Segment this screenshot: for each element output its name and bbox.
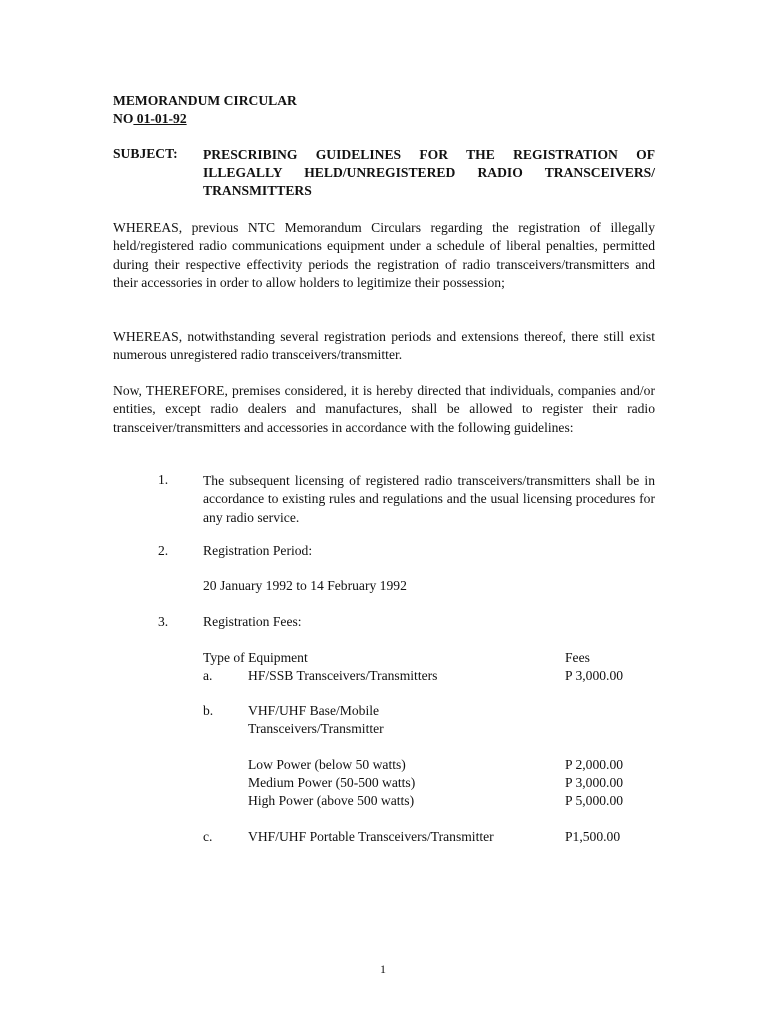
fees-column-header-fees: Fees bbox=[565, 650, 590, 665]
fees-row-c-letter: c. bbox=[203, 829, 213, 844]
fees-row-b-low-power-label: Low Power (below 50 watts) bbox=[248, 757, 406, 772]
memo-title: MEMORANDUM CIRCULAR bbox=[113, 93, 297, 108]
subject-line-2: ILLEGALLY HELD/UNREGISTERED RADIO TRANSCEIVERS/ bbox=[203, 165, 655, 180]
fees-row-a-letter: a. bbox=[203, 668, 213, 683]
fees-row-b-low-power-fee: P 2,000.00 bbox=[565, 757, 624, 772]
whereas-paragraph-1: WHEREAS, previous NTC Memorandum Circulars regarding the registration of illegally held/registered radio communications equipment under a schedule of liberal penalties, permitted during their respective effectivity periods the registration of radio transceivers/transmitters and their accessories in order to allow holders to legitimize their possession; bbox=[113, 220, 655, 290]
whereas-paragraph-2: WHEREAS, notwithstanding several registration periods and extensions thereof, there still exist numerous unregistered radio transceivers/transmitter. bbox=[113, 329, 655, 363]
fees-row-b-letter: b. bbox=[203, 703, 214, 718]
fees-row-c-equipment: VHF/UHF Portable Transceivers/Transmitter bbox=[248, 829, 494, 844]
memo-number bbox=[113, 111, 187, 127]
fees-column-header-type: Type of Equipment bbox=[203, 650, 308, 665]
item-text-3: Registration Fees: bbox=[203, 614, 302, 629]
fees-row-b-equipment-line1: VHF/UHF Base/Mobile bbox=[248, 703, 380, 718]
item-number-1: 1. bbox=[158, 472, 169, 487]
fees-row-b-medium-power-fee: P 3,000.00 bbox=[565, 775, 624, 790]
fees-row-b-high-power-fee: P 5,000.00 bbox=[565, 793, 624, 808]
registration-period-dates: 20 January 1992 to 14 February 1992 bbox=[203, 578, 407, 593]
page-number: 1 bbox=[380, 962, 386, 976]
fees-row-a-fee: P 3,000.00 bbox=[565, 668, 624, 683]
fees-row-b-equipment-line2: Transceivers/Transmitter bbox=[248, 721, 384, 736]
fees-row-b-medium-power-label: Medium Power (50-500 watts) bbox=[248, 775, 416, 790]
memo-number-value: 01-01-92 bbox=[133, 111, 187, 126]
fees-row-b-high-power-label: High Power (above 500 watts) bbox=[248, 793, 415, 808]
item-text-2: Registration Period: bbox=[203, 543, 313, 558]
fees-row-c-fee: P1,500.00 bbox=[565, 829, 621, 844]
item-number-2: 2. bbox=[158, 543, 169, 558]
subject-line-1: PRESCRIBING GUIDELINES FOR THE REGISTRATION OF bbox=[203, 147, 655, 162]
memo-number-label: NO bbox=[113, 111, 134, 126]
item-number-3: 3. bbox=[158, 614, 169, 629]
therefore-paragraph: Now, THEREFORE, premises considered, it is hereby directed that individuals, companies and/or entities, except radio dealers and manufactures, shall be allowed to register their radio transceiver/transmitters and accessories in accordance with the following guidelines: bbox=[113, 383, 655, 435]
fees-row-a-equipment: HF/SSB Transceivers/Transmitters bbox=[248, 668, 438, 683]
item-text-1: The subsequent licensing of registered radio transceivers/transmitters shall be in accordance to existing rules and regulations and the usual licensing procedures for any radio service. bbox=[203, 473, 655, 525]
subject-label: SUBJECT: bbox=[113, 146, 178, 161]
subject-line-3: TRANSMITTERS bbox=[203, 183, 312, 198]
